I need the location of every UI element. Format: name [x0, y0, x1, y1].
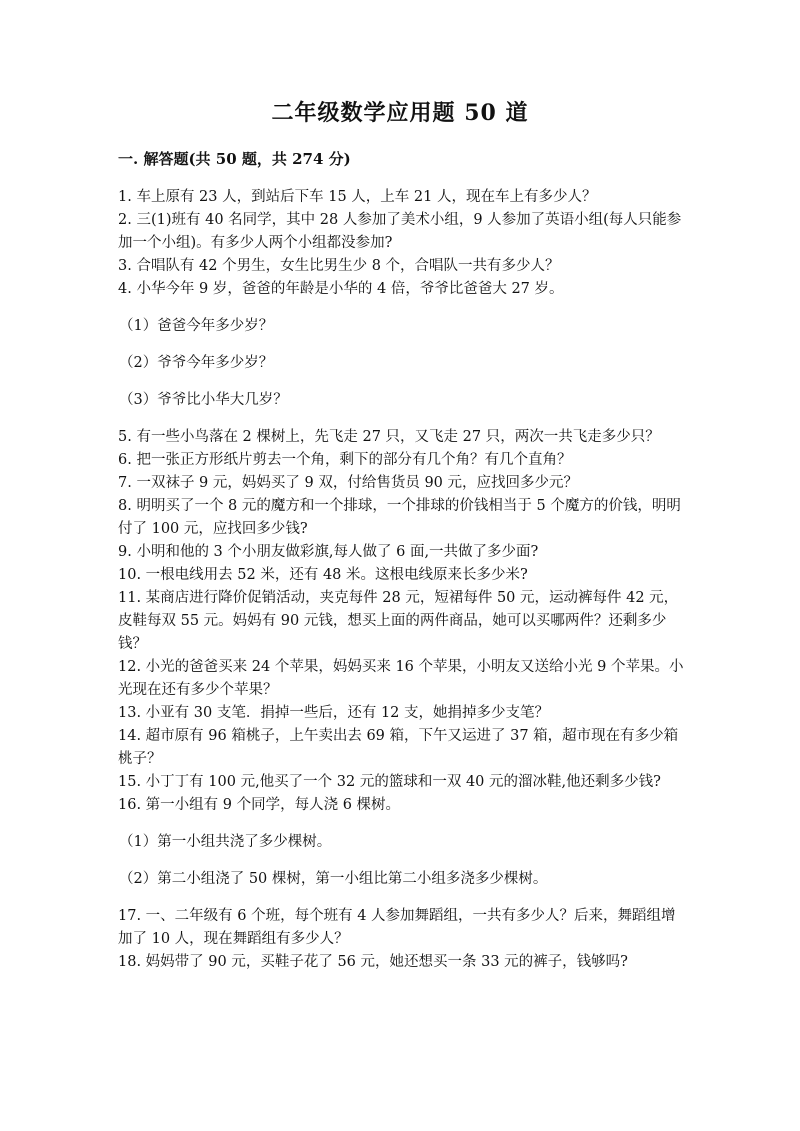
question-item: 8. 明明买了一个 8 元的魔方和一个排球，一个排球的价钱相当于 5 个魔方的价钱，明明付了 100 元，应找回多少钱? [118, 498, 681, 537]
question-item: 17. 一、二年级有 6 个班，每个班有 4 人参加舞蹈组，一共有多少人？后来，舞蹈组增加了 10 人，现在舞蹈组有多少人？ [118, 908, 676, 947]
question-item: 14. 超市原有 96 箱桃子，上午卖出去 69 箱，下午又运进了 37 箱，超市现在有多少箱桃子？ [118, 728, 679, 767]
question-list [118, 186, 684, 974]
page-title: 二年级数学应用题 50 道 [271, 100, 529, 126]
question-item: 10. 一根电线用去 52 米，还有 48 米。这根电线原来长多少米? [118, 567, 528, 583]
question-item: 7. 一双袜子 9 元，妈妈买了 9 双，付给售货员 90 元，应找回多少元？ [118, 475, 578, 491]
sub-question-item: （3）爷爷比小华大几岁？ [119, 392, 288, 408]
sub-question-item: （1）第一小组共浇了多少棵树。 [119, 834, 332, 850]
question-item: 18. 妈妈带了 90 元，买鞋子花了 56 元，她还想买一条 33 元的裤子，钱够吗? [118, 954, 628, 970]
question-item: 16. 第一小组有 9 个同学，每人浇 6 棵树。 [118, 797, 401, 813]
question-item: 4. 小华今年 9 岁，爸爸的年龄是小华的 4 倍，爷爷比爸爸大 27 岁。 [118, 281, 564, 297]
question-item: 13. 小亚有 30 支笔．捐掉一些后，还有 12 支，她捐掉多少支笔？ [118, 705, 550, 721]
sub-question-item: （2）爷爷今年多少岁？ [119, 355, 274, 371]
question-item: 15. 小丁丁有 100 元,他买了一个 32 元的篮球和一双 40 元的溜冰鞋,他还剩多少钱? [118, 774, 661, 790]
section-heading: 一. 解答题(共 50 题，共 274 分) [118, 150, 351, 168]
question-item: 1. 车上原有 23 人，到站后下车 15 人，上车 21 人，现在车上有多少人？ [118, 189, 597, 205]
sub-question-item: （1）爸爸今年多少岁？ [119, 318, 274, 334]
question-item: 2. 三(1)班有 40 名同学，其中 28 人参加了美术小组，9 人参加了英语小组(每人只能参加一个小组)。有多少人两个小组都没参加? [118, 212, 682, 251]
sub-question-item: （2）第二小组浇了 50 棵树，第一小组比第二小组多浇多少棵树。 [119, 871, 548, 887]
question-item: 12. 小光的爸爸买来 24 个苹果，妈妈买来 16 个苹果，小明友又送给小光 9 个苹果。小光现在还有多少个苹果？ [118, 659, 684, 698]
question-item: 11. 某商店进行降价促销活动，夹克每件 28 元，短裙每件 50 元，运动裤每件 42 元，皮鞋每双 55 元。妈妈有 90 元钱，想买上面的两件商品，她可以买哪两件？还剩多少钱？ [118, 590, 679, 652]
question-item: 6. 把一张正方形纸片剪去一个角，剩下的部分有几个角？有几个直角？ [118, 452, 572, 468]
question-item: 9. 小明和他的 3 个小朋友做彩旗,每人做了 6 面,一共做了多少面? [118, 544, 539, 560]
question-item: 3. 合唱队有 42 个男生，女生比男生少 8 个，合唱队一共有多少人？ [118, 258, 560, 274]
question-item: 5. 有一些小鸟落在 2 棵树上，先飞走 27 只，又飞走 27 只，两次一共飞走多少只？ [118, 429, 660, 445]
